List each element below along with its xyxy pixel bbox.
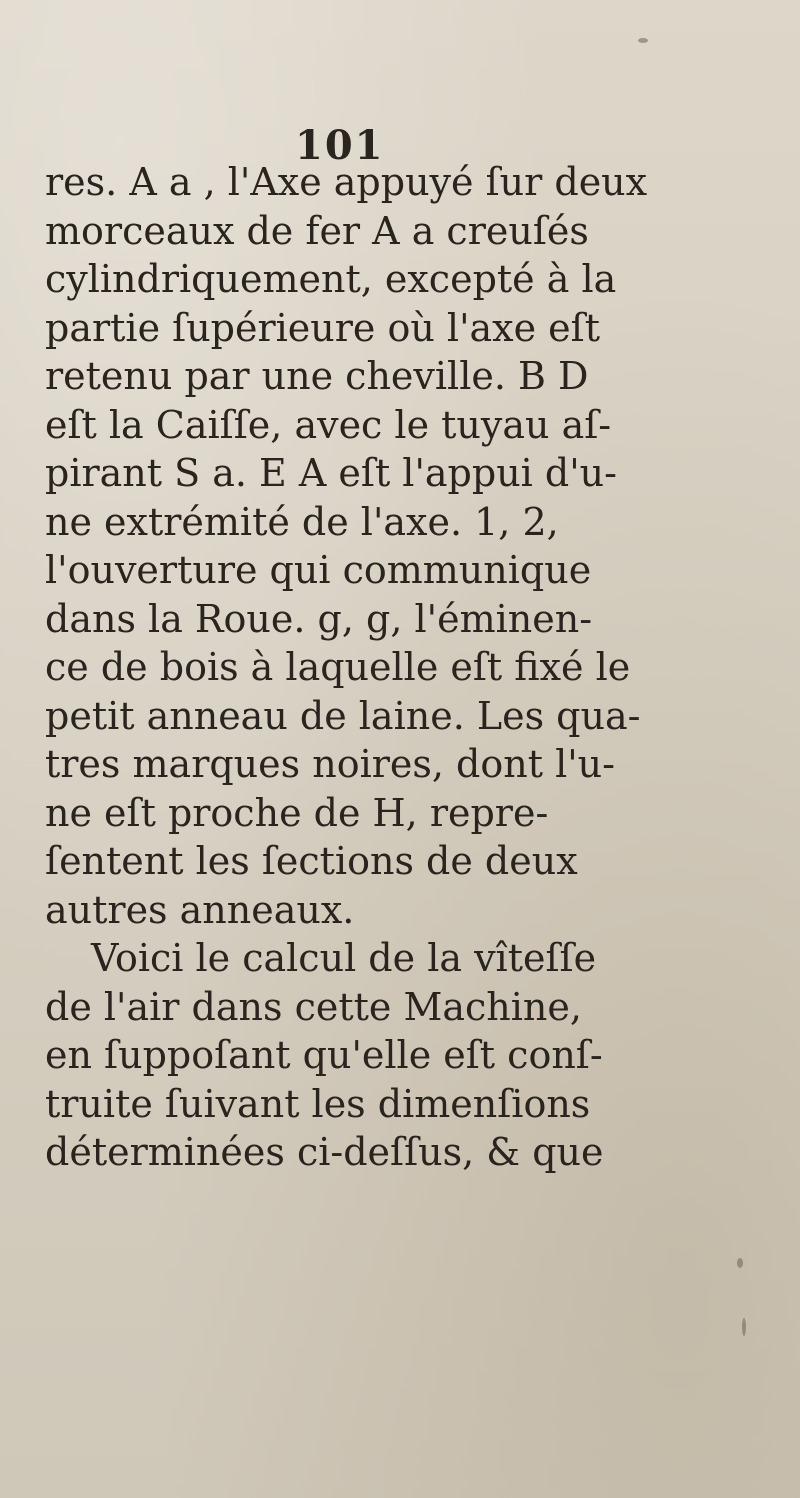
text-line: autres anneaux. xyxy=(45,887,355,932)
text-line: ne eſt proche de H, repre- xyxy=(45,790,549,835)
ink-speck xyxy=(638,38,648,43)
text-line: l'ouverture qui communique xyxy=(45,548,592,592)
text-line: morceaux de fer A a creuſés xyxy=(45,208,589,253)
text-line: retenu par une cheville. B D xyxy=(45,354,589,398)
text-line: res. A a , l'Axe appuyé ſur deux xyxy=(45,160,648,204)
text-line: de l'air dans cette Machine, xyxy=(45,984,582,1029)
text-line: tres marques noires, dont l'u- xyxy=(45,742,615,786)
text-line: eſt la Caiſſe, avec le tuyau aſ- xyxy=(45,402,612,447)
text-line: ne extrémité de l'axe. 1, 2, xyxy=(45,499,559,544)
page-number: 101 xyxy=(295,122,385,169)
text-line: Voici le calcul de la vîteſſe xyxy=(91,936,597,980)
text-line: dans la Roue. g, g, l'éminen- xyxy=(45,596,593,641)
text-line: partie ſupérieure où l'axe eſt xyxy=(45,305,601,350)
text-line: pirant S a. E A eſt l'appui d'u- xyxy=(45,451,617,495)
text-line: truite ſuivant les dimenſions xyxy=(45,1081,591,1126)
text-line: ce de bois à laquelle eſt fixé le xyxy=(45,645,631,689)
ink-speck xyxy=(742,1318,746,1336)
text-line: ſentent les ſections de deux xyxy=(45,839,578,883)
body-text xyxy=(45,158,725,1177)
ink-speck xyxy=(737,1258,743,1268)
text-line: en ſuppoſant qu'elle eſt conſ- xyxy=(45,1033,603,1077)
text-line: cylindriquement, excepté à la xyxy=(45,257,617,301)
text-line: déterminées ci-deſſus, & que xyxy=(45,1130,604,1174)
text-line: petit anneau de laine. Les qua- xyxy=(45,693,641,738)
